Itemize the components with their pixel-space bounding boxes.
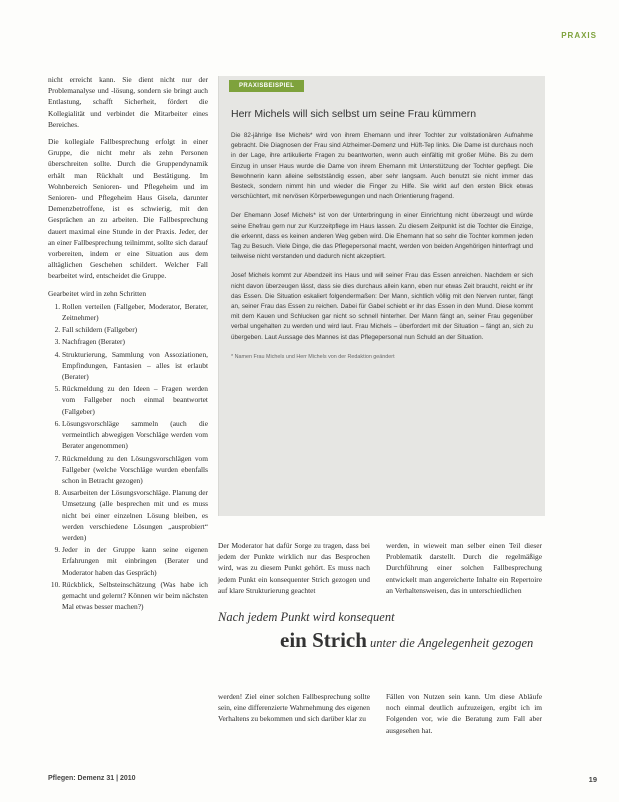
list-item: 2. Fall schildern (Fallgeber) xyxy=(62,324,208,335)
left-column xyxy=(48,74,208,613)
box-tag: PRAXISBEISPIEL xyxy=(229,80,304,92)
pull-quote-line1: Nach jedem Punkt wird konsequent xyxy=(218,610,395,624)
list-item: 3. Nachfragen (Berater) xyxy=(62,336,208,347)
steps-list xyxy=(48,301,208,612)
paragraph: werden, in wieweit man selber einen Teil dieser Problematik darstellt. Durch die regelmäßige Durchführung einer solchen Fallbesprechung entwickelt man angereicherte Inhalte ein Repertoire an Verhaltensweisen, das in unterschiedlichen xyxy=(386,541,542,595)
paragraph: Fällen von Nutzen sein kann. Um diese Abläufe noch einmal deutlich aufzuzeigen, ergibt ich im Folgenden vor, wie die Beratung zum Fall aber ausgesehen hat. xyxy=(386,692,542,735)
case-study-box xyxy=(218,76,545,516)
list-item: 1. Rollen verteilen (Fallgeber, Moderator, Berater, Zeitnehmer) xyxy=(62,301,208,323)
box-title: Herr Michels will sich selbst um seine Frau kümmern xyxy=(231,108,477,120)
list-item: 5. Rückmeldung zu den Ideen – Fragen werden vom Fallgeber noch einmal beantwortet (Fallgeber) xyxy=(62,383,208,417)
list-item: 6. Lösungsvorschläge sammeln (auch die vermeintlich abwegigen Vorschläge werden vom Berater angenommen) xyxy=(62,418,208,452)
paragraph: nicht erreicht kann. Sie dient nicht nur der Problemanalyse und -lösung, sondern sie bringt auch Entlastung, schafft Sicherheit, fördert die Kollegialität und verbindet die Mitarbeiter eines Bereiches. xyxy=(48,75,208,129)
paragraph: Der Moderator hat dafür Sorge zu tragen, dass bei jedem der Punkte wirklich nur das Besprochen wird, was zu diesem Punkt gehört. Es muss nach jedem Punkt ein konsequenter Strich gezogen und auf klare Strukturierung geachtet xyxy=(218,541,370,595)
paragraph: Josef Michels kommt zur Abendzeit ins Haus und will seiner Frau das Essen anreichen. Nachdem er sich nicht davon überzeugen lässt, dass sie dies durchaus allein kann, eben nur etwas Zeit braucht, reicht er ihr das Essen. Die Situation eskaliert folgendermaßen: Der Mann, sichtlich völlig mit den Nerven runter, fängt an, seiner Frau das Essen zu reichen. Dabei für Gabel schiebt er ihr das Essen in den Mund. Diese kommt mit dem Kauen und Schlucken gar nicht so schnell hinterher. Der Mann fängt an, seiner Frau gegenüber verbal ungehalten zu werden und wird laut. Frau Michels – überfordert mit der Situation – fängt an, sich zu übergeben. Laut Aussage des Mannes ist das Pflegepersonal nun Schuld an der Situation. xyxy=(231,272,533,341)
paragraph: Der Ehemann Josef Michels* ist von der Unterbringung in einer Einrichtung nicht überzeugt und würde seine Ehefrau gern nur zur Kurzzeitpflege im Haus lassen. Zu diesem Zeitpunkt ist die Tochter die Einzige, die erkennt, dass es keinen anderen Weg geben wird. Die Ehemann hat so sehr die Tochter kommen jeden Tag zu Besuch. Viele Dinge, die das Pflegepersonal macht, werden von beiden Angehörigen hinterfragt und teilweise nicht verstanden und dadurch nicht akzeptiert. xyxy=(231,212,533,261)
pull-quote-emphasis: ein Strich xyxy=(280,628,367,652)
pull-quote-line2 xyxy=(280,628,533,653)
pull-quote-rest: unter die Angelegenheit gezogen xyxy=(366,636,534,650)
paragraph: Die kollegiale Fallbesprechung erfolgt in einer Gruppe, die nicht mehr als zehn Personen überschreiten sollte. Durch die Gruppendynamik erhält man Rückhalt und Bestätigung. Im Wohnbereich Senioren- und Pflegeheim und im Senioren- und Pflegeheim Haus Gisela, darunter Demenzbetroffene, ist es schwierig, mit den Gesprächen an zu arbeiten. Die Fallbesprechung dauert maximal eine Stunde in der Praxis. Jeder, der an einer Fallbesprechung teilnimmt, sollte sich darauf vorbereiten, indem er eine Situation aus dem alltäglichen Geschehen schildert. Welcher Fall bearbeitet wird, entscheidet die Gruppe. xyxy=(48,137,208,281)
list-item: 8. Ausarbeiten der Lösungsvorschläge. Planung der Umsetzung (alle besprechen mit und es muss nicht bei einer einzelnen Lösung bleiben, es werden verschiedene Lösungen „ausprobiert“ werden) xyxy=(62,487,208,543)
page-number: 19 xyxy=(588,775,597,784)
right-column-bottom xyxy=(386,691,542,742)
box-body xyxy=(231,131,533,362)
middle-column-bottom xyxy=(218,691,370,731)
paragraph: werden! Ziel einer solchen Fallbesprechung sollte sein, eine differenzierte Wahrnehmung des eigenen Verhaltens zu bekommen und sich darüber klar zu xyxy=(218,692,370,724)
list-intro: Gearbeitet wird in zehn Schritten xyxy=(48,288,147,298)
middle-column-top xyxy=(218,540,370,602)
paragraph: Die 82-jährige Ilse Michels* wird von ihrem Ehemann und ihrer Tochter zur vollstationären Aufnahme gebracht. Die Diagnosen der Frau sind Alzheimer-Demenz und Hüft-Tep links. Die Dame ist durchaus noch in der Lage, ihre artikulierte Fragen zu beantworten, wenn auch einfältig mit großer Mühe. Bis zu dem Einzug in unser Haus wurde die Dame von ihrem Ehemann mit Unterstützung der Tochter gepflegt. Die Bewohnerin kann alleine selbstständig essen, aber sehr langsam. Auch benutzt sie nicht immer das Besteck, sondern nimmt hin und wieder die Finger zu Hilfe. Sie wirkt auf den ersten Blick etwas verschüchtert, mit nervösen Körperbewegungen und nach Orientierung fragend. xyxy=(231,132,533,201)
section-label: PRAXIS xyxy=(561,31,597,40)
list-item: 4. Strukturierung, Sammlung von Assoziationen, Empfindungen, Fantasien – alles ist erlaubt (Berater) xyxy=(62,349,208,383)
list-item: 10. Rückblick, Selbsteinschätzung (Was habe ich gemacht und gelernt? Können wir beim nächsten Mal etwas besser machen?) xyxy=(62,579,208,613)
list-item: 9. Jeder in der Gruppe kann seine eigenen Erfahrungen mit einbringen (Berater und Moderator haben das Gespräch) xyxy=(62,544,208,578)
right-column-top xyxy=(386,540,542,602)
list-item: 7. Rückmeldung zu den Lösungsvorschlägen vom Fallgeber (welche Vorschläge wurden ebenfalls schon in Betracht gezogen) xyxy=(62,453,208,487)
publication-footer: Pflegen: Demenz 31 | 2010 xyxy=(48,775,136,782)
box-footnote: * Namen Frau Michels und Herr Michels von der Redaktion geändert xyxy=(231,353,395,360)
